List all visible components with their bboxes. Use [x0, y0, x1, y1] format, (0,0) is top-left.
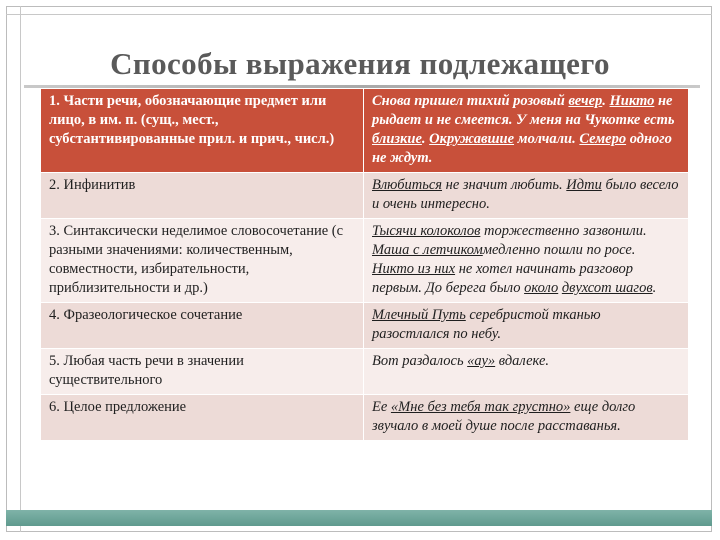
example-text: медленно пошли по росе.: [482, 242, 636, 258]
example-text: вдалеке.: [495, 353, 550, 369]
slide-title: Способы выражения подлежащего: [110, 46, 610, 81]
row-1-method: 1. Части речи, обозначающие предмет или лицо, в им. п. (сущ., мест., субстантивированные прил. и прич., числ.): [41, 89, 364, 173]
subject-word: Маша с летчиком: [372, 242, 483, 258]
example-text: .: [602, 93, 610, 109]
example-text: было весело и очень интересно.: [372, 177, 679, 212]
example-text: серебристой тканью разостлался по небу.: [372, 307, 601, 342]
subject-word: двухсот шагов: [561, 280, 653, 296]
row-4-method: 4. Фразеологическое сочетание: [41, 303, 364, 349]
table-row-2: [41, 173, 689, 219]
subject-word: около: [524, 280, 559, 296]
subject-word: вечер: [568, 93, 603, 109]
example-text: торжественно зазвонили.: [480, 223, 647, 239]
example-text: .: [421, 131, 430, 147]
example-text: еще долго звучало в моей душе после расставанья.: [372, 399, 636, 434]
subject-expression-table: [40, 88, 689, 441]
subject-word: близкие: [372, 131, 422, 147]
row-6-method: 6. Целое предложение: [41, 395, 364, 441]
row-5-method: 5. Любая часть речи в значении существительного: [41, 349, 364, 395]
subject-word: Семеро: [579, 131, 627, 147]
subject-word: Окружавшие: [429, 131, 515, 147]
subject-word: Млечный Путь: [372, 307, 466, 323]
table-row-6: [41, 395, 689, 441]
bottom-accent-bar: [6, 510, 712, 526]
subject-word: «Мне без тебя так грустно»: [390, 399, 571, 415]
table-row-3: [41, 219, 689, 303]
frame-vertical-line: [20, 6, 21, 532]
row-5-example: [364, 349, 689, 395]
example-text: не рыдает и не смеется. У меня на Чукотке есть: [372, 93, 675, 128]
example-text: не значит любить.: [442, 177, 567, 193]
table-row-5: [41, 349, 689, 395]
row-2-example: [364, 173, 689, 219]
table-row-4: [41, 303, 689, 349]
example-text: Ее: [372, 399, 391, 415]
subject-word: Никто: [609, 93, 655, 109]
subject-word: Влюбиться: [372, 177, 443, 193]
row-1-example: [364, 89, 689, 173]
subject-word: Никто из них: [372, 261, 456, 277]
row-2-method: 2. Инфинитив: [41, 173, 364, 219]
subject-word: Идти: [566, 177, 602, 193]
example-text: .: [652, 280, 657, 296]
row-6-example: [364, 395, 689, 441]
subject-word: «ау»: [467, 353, 496, 369]
row-4-example: [364, 303, 689, 349]
row-3-example: [364, 219, 689, 303]
example-text: молчали.: [514, 131, 580, 147]
example-text: Вот раздалось: [372, 353, 468, 369]
row-3-method: 3. Синтаксически неделимое словосочетание (с разными значениями: количественным, совместности, избирательности, приблизительности и др.): [41, 219, 364, 303]
table-row-1: [41, 89, 689, 173]
example-text: Снова пришел тихий розовый: [372, 93, 569, 109]
example-text: не хотел начинать разговор первым. До берега было: [372, 261, 634, 296]
frame-top-line: [6, 14, 712, 15]
subject-word: Тысячи колоколов: [372, 223, 481, 239]
example-text: одного не ждут.: [372, 131, 672, 166]
